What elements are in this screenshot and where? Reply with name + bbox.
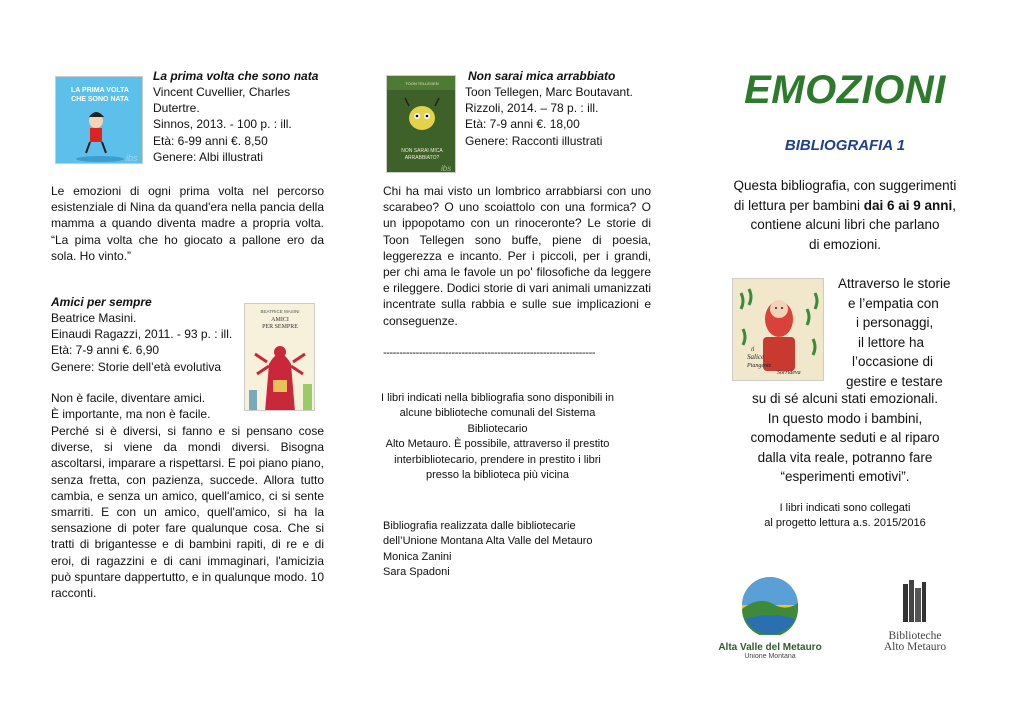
logo-subtitle: Unione Montana bbox=[744, 653, 796, 660]
body-line: comodamente seduti e al riparo bbox=[750, 430, 940, 445]
availability-note bbox=[375, 391, 620, 483]
svg-text:AMICI: AMICI bbox=[271, 317, 289, 323]
book-details bbox=[51, 310, 232, 375]
book-cover-salice-piangente bbox=[732, 278, 824, 381]
book-cover-prima-volta bbox=[55, 76, 143, 164]
side-line: il lettore ha bbox=[858, 334, 925, 350]
side-line: Attraverso le storie bbox=[838, 276, 951, 291]
book-detail-line: Genere: Storie dell’età evolutiva bbox=[51, 359, 222, 374]
book-detail-line: Età: 6-99 anni €. 8,50 bbox=[153, 133, 268, 148]
logo-line: Alto Metauro bbox=[883, 641, 947, 653]
side-text bbox=[826, 274, 996, 391]
svg-text:TOON TELLEGEN: TOON TELLEGEN bbox=[405, 81, 439, 86]
side-line: gestire e testare bbox=[846, 373, 943, 389]
logo-biblioteche-alto-metauro bbox=[870, 578, 960, 656]
svg-text:ARRABBIATO?: ARRABBIATO? bbox=[404, 155, 440, 161]
project-note bbox=[700, 501, 990, 532]
book-detail-line: Genere: Racconti illustrati bbox=[465, 133, 603, 148]
body-line: su di sé alcuni stati emozionali. bbox=[751, 391, 939, 406]
side-line: l’occasione di bbox=[852, 354, 934, 369]
project-line: al progetto lettura a.s. 2015/2016 bbox=[764, 517, 926, 530]
logo-emblem bbox=[715, 575, 825, 635]
side-line: e l’empatia con bbox=[848, 295, 939, 311]
book-title: Amici per sempre bbox=[51, 295, 152, 309]
book-description: Perché si è diversi, si fanno e si pensano cose diverse, si viene da mondi diversi. Bisogna ascoltarsi, imparare a rispettarsi. E poi piano piano, senza fretta, con pazienza, succede. Allora tutto cambia, e senza un amico, quell'amico, ci si sente smarriti. E con un amico, quell'amico, si ha la sensazione di poter fare qualunque cosa. Che si tratti di brigantesse e di bambini rapiti, di re e di eroi, di ragazzini e di cani immaginari, l'amicizia può spuntare dappertutto, e in qualunque modo. 10 racconti. bbox=[51, 424, 324, 601]
intro-line: di emozioni. bbox=[808, 236, 882, 252]
book-detail-line: Genere: Albi illustrati bbox=[153, 149, 264, 164]
credits-line: Sara Spadoni bbox=[383, 566, 450, 579]
availability-line: presso la biblioteca più vicina bbox=[425, 469, 570, 482]
credits bbox=[383, 519, 593, 581]
body-text bbox=[700, 389, 990, 487]
cover-illustration bbox=[387, 76, 456, 173]
credits-line: dell’Unione Montana Alta Valle del Metauro bbox=[383, 535, 593, 548]
svg-text:Salice: Salice bbox=[747, 353, 765, 361]
intro-line-2 bbox=[700, 196, 990, 216]
book-description: Le emozioni di ogni prima volta nel percorso esistenziale di Nina da quand'era nella pancia della mamma a quando diventa madre a propria volta. “La pima volta che ho giocato a pallone ero da sola. Ho vinto.” bbox=[51, 184, 324, 263]
svg-text:ibs: ibs bbox=[126, 153, 138, 163]
book-details bbox=[153, 84, 292, 165]
availability-line: interbibliotecario, prendere in prestito i libri bbox=[394, 453, 601, 466]
age-range: dai 6 ai 9 anni bbox=[863, 197, 953, 213]
cover-illustration bbox=[245, 304, 315, 411]
book-detail-line: Età: 7-9 anni €. 18,00 bbox=[465, 117, 580, 132]
intro-line: Questa bibliografia, con suggerimenti bbox=[733, 178, 957, 193]
book-detail-line: Einaudi Ragazzi, 2011. - 93 p. : ill. bbox=[51, 327, 233, 342]
page-subtitle: BIBLIOGRAFIA 1 bbox=[784, 137, 906, 154]
project-line: I libri indicati sono collegati bbox=[779, 502, 911, 514]
logo-alta-valle-metauro bbox=[715, 575, 825, 660]
body-line: In questo modo i bambini, bbox=[767, 410, 923, 426]
svg-text:BEATRICE MASINI: BEATRICE MASINI bbox=[260, 309, 300, 314]
intro-text-span: , bbox=[952, 197, 957, 213]
side-line: i personaggi, bbox=[856, 315, 934, 330]
svg-text:CHE SONO NATA: CHE SONO NATA bbox=[71, 96, 129, 103]
intro-text-span: di lettura per bambini bbox=[733, 197, 864, 213]
book-detail-line: Rizzoli, 2014. – 78 p. : ill. bbox=[465, 101, 599, 116]
book-detail-line: Sinnos, 2013. - 100 p. : ill. bbox=[153, 117, 292, 132]
logo-name: Alta Valle del Metauro bbox=[718, 642, 822, 653]
book-details bbox=[465, 84, 633, 149]
svg-text:LA PRIMA VOLTA: LA PRIMA VOLTA bbox=[71, 87, 129, 94]
body-line: “esperimenti emotivi”. bbox=[780, 469, 910, 484]
book-detail-line: Età: 7-9 anni €. 6,90 bbox=[51, 343, 160, 358]
separator-line: ----------------------------------------------------------------- bbox=[383, 347, 596, 359]
book-description-intro: Non è facile, diventare amici. bbox=[51, 391, 206, 405]
svg-text:il: il bbox=[751, 347, 755, 353]
book-title: La prima volta che sono nata bbox=[153, 69, 319, 83]
book-cover-non-sarai-mica-arrabbiato bbox=[386, 75, 456, 173]
book-detail-line: Beatrice Masini. bbox=[51, 311, 137, 325]
svg-text:Sorrideva: Sorrideva bbox=[777, 370, 801, 376]
book-title: Non sarai mica arrabbiato bbox=[468, 69, 616, 83]
cover-illustration bbox=[56, 77, 143, 164]
logo-line: Biblioteche bbox=[888, 630, 942, 642]
page-title: EMOZIONI bbox=[744, 68, 946, 112]
availability-line: Alto Metauro. È possibile, attraverso il prestito bbox=[385, 438, 610, 451]
book-icon bbox=[870, 578, 960, 626]
cover-illustration bbox=[733, 279, 824, 381]
book-description: Chi ha mai visto un lombrico arrabbiarsi con uno scarabeo? O uno scoiattolo con una formica? O un ippopotamo con un rinoceronte? Le storie di Toon Tellegen sono buffe, piene di poesia, leggerezza e incanto. Per i piccoli, per i grandi, per chi ama le favole un po' filosofiche da leggere e rileggere. Dodici storie di vari animali umanizzati incentrate sulla rabbia e sulle sue implicazioni e conseguenze. bbox=[383, 184, 651, 328]
intro-text bbox=[700, 176, 990, 254]
svg-text:NON SARAI MICA: NON SARAI MICA bbox=[401, 148, 443, 154]
credits-line: Bibliografia realizzata dalle bibliotecarie bbox=[383, 520, 576, 532]
body-line: dalla vita reale, potranno fare bbox=[757, 449, 933, 465]
book-cover-amici-per-sempre bbox=[244, 303, 315, 411]
svg-text:PER SEMPRE: PER SEMPRE bbox=[262, 324, 298, 330]
availability-line: I libri indicati nella bibliografia sono disponibili in bbox=[381, 392, 614, 404]
book-detail-line: Vincent Cuvellier, Charles bbox=[153, 85, 291, 99]
svg-text:ibs: ibs bbox=[441, 164, 452, 173]
svg-text:Piangente: Piangente bbox=[747, 363, 772, 369]
availability-line: alcune biblioteche comunali del Sistema Bibliotecario bbox=[399, 407, 596, 435]
book-detail-line: Toon Tellegen, Marc Boutavant. bbox=[465, 85, 633, 99]
credits-line: Monica Zanini bbox=[383, 550, 452, 563]
book-detail-line: Dutertre. bbox=[153, 101, 200, 116]
book-description-intro: È importante, ma non è facile. bbox=[51, 407, 211, 421]
intro-line: contiene alcuni libri che parlano bbox=[750, 217, 940, 232]
